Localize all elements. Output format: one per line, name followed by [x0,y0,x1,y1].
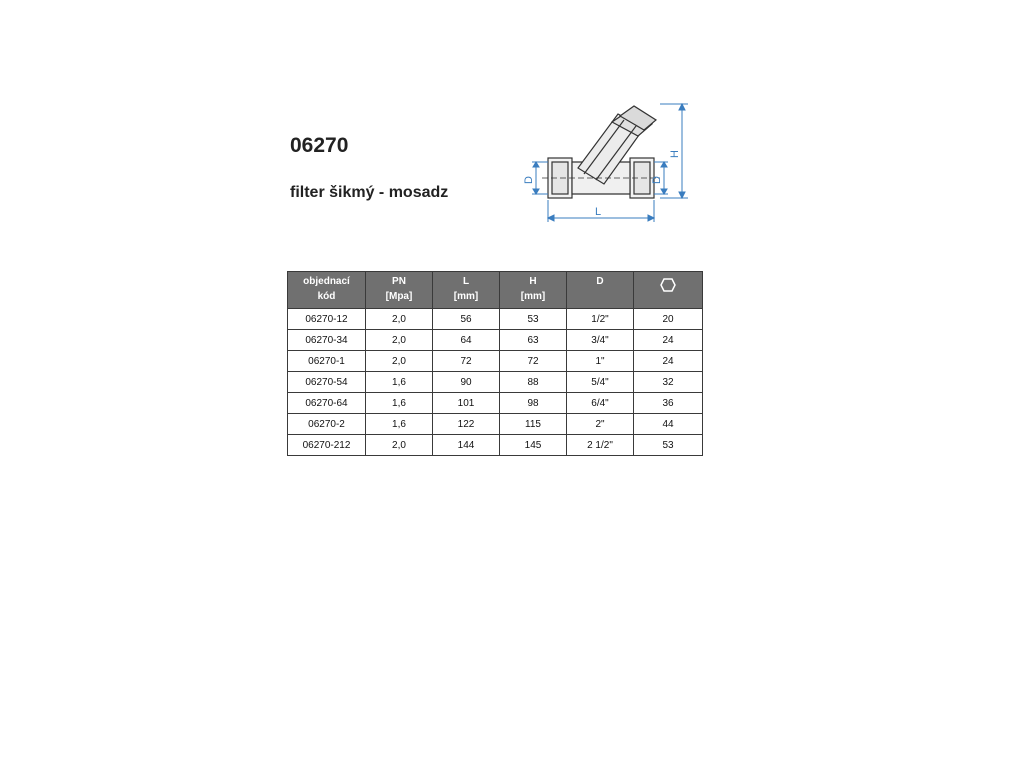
header-h: H [mm] [500,272,567,309]
dim-label-l: L [594,206,602,218]
table-cell: 06270-12 [288,309,366,330]
table-cell: 145 [500,435,567,456]
table-cell: 98 [500,393,567,414]
table-cell: 2 1/2" [567,435,634,456]
product-name: filter šikmý - mosadz [290,184,449,201]
table-cell: 88 [500,372,567,393]
hexagon-icon [660,278,676,292]
header-pn: PN [Mpa] [366,272,433,309]
table-cell: 06270-1 [288,351,366,372]
table-cell: 2,0 [366,330,433,351]
header-l: L [mm] [433,272,500,309]
header-d: D [567,272,634,309]
table-cell: 72 [433,351,500,372]
table-cell: 06270-54 [288,372,366,393]
table-row [288,435,703,456]
table-cell: 5/4" [567,372,634,393]
table-cell: 1,6 [366,393,433,414]
specs-table [287,271,703,456]
table-cell: 72 [500,351,567,372]
table-cell: 32 [634,372,703,393]
table-cell: 56 [433,309,500,330]
table-row [288,330,703,351]
valve-body [542,106,660,198]
table-cell: 24 [634,330,703,351]
table-cell: 2" [567,414,634,435]
table-cell: 1,6 [366,414,433,435]
table-cell: 1" [567,351,634,372]
header-order-code: objednací kód [288,272,366,309]
table-cell: 44 [634,414,703,435]
table-row [288,372,703,393]
table-cell: 144 [433,435,500,456]
table-cell: 2,0 [366,435,433,456]
table-cell: 06270-34 [288,330,366,351]
table-cell: 122 [433,414,500,435]
table-cell: 63 [500,330,567,351]
table-cell: 1/2" [567,309,634,330]
table-cell: 06270-212 [288,435,366,456]
table-cell: 24 [634,351,703,372]
table-cell: 101 [433,393,500,414]
table-cell: 90 [433,372,500,393]
header-hex [634,272,703,309]
table-cell: 06270-64 [288,393,366,414]
table-header-row [288,272,703,309]
table-cell: 1,6 [366,372,433,393]
dim-label-d-left: D [523,176,535,184]
table-row [288,393,703,414]
table-cell: 64 [433,330,500,351]
product-code: 06270 [290,134,349,157]
table-cell: 06270-2 [288,414,366,435]
table-cell: 20 [634,309,703,330]
table-row [288,414,703,435]
dim-label-d-right: D [651,176,663,184]
table-row [288,309,703,330]
table-cell: 53 [634,435,703,456]
table-cell: 6/4" [567,393,634,414]
dim-label-h: H [669,150,681,158]
table-cell: 115 [500,414,567,435]
table-cell: 3/4" [567,330,634,351]
table-cell: 2,0 [366,309,433,330]
table-row [288,351,703,372]
y-strainer-drawing [520,96,700,226]
table-cell: 2,0 [366,351,433,372]
table-cell: 53 [500,309,567,330]
table-cell: 36 [634,393,703,414]
